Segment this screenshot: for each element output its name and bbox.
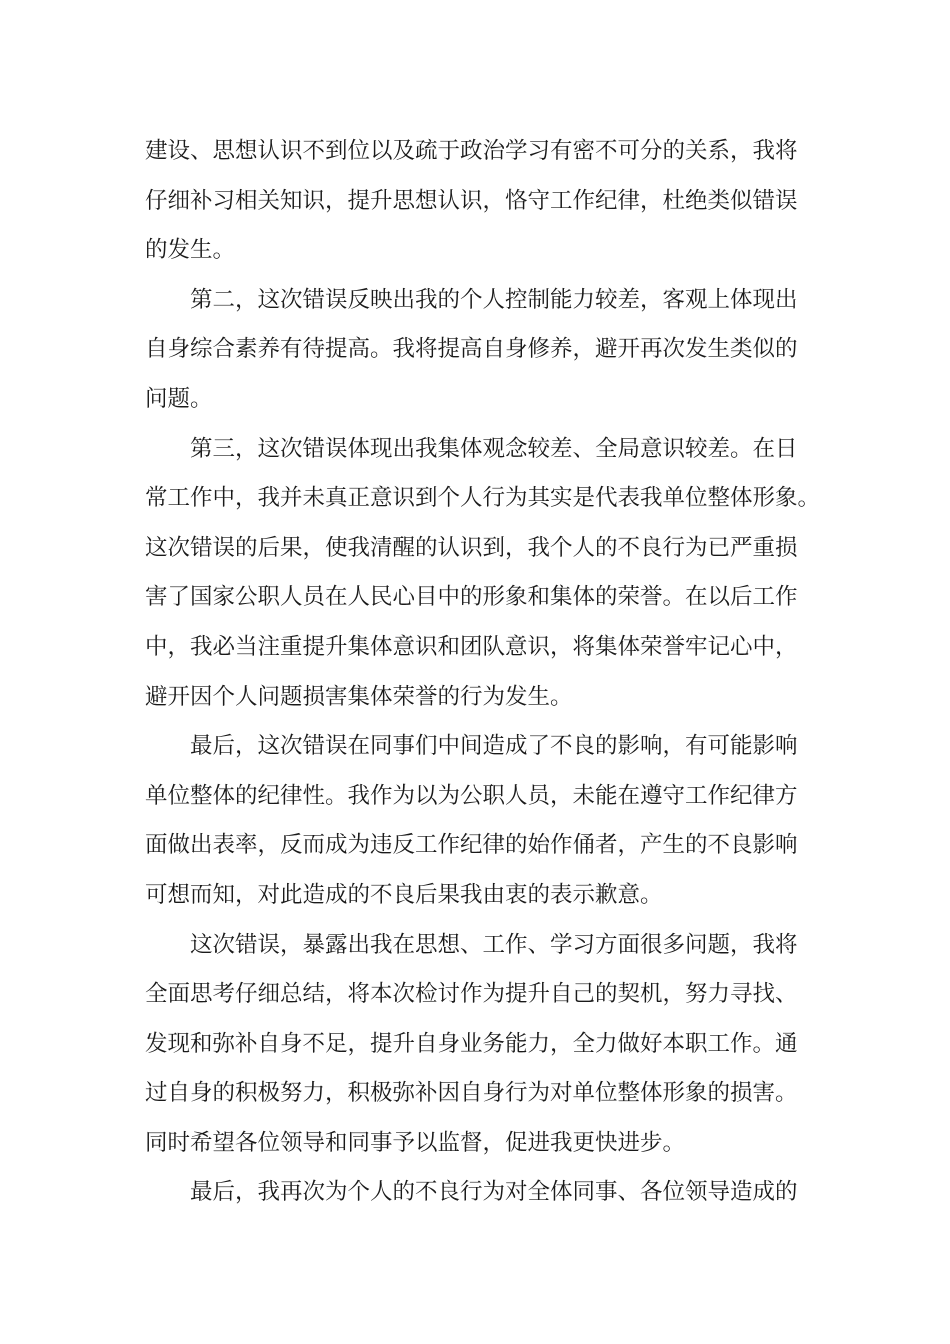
text-line: 面做出表率，反而成为违反工作纪律的始作俑者，产生的不良影响	[145, 832, 798, 859]
text-line: 问题。	[145, 385, 213, 412]
paragraph-start-line: 这次错误，暴露出我在思想、工作、学习方面很多问题，我将	[190, 931, 798, 958]
text-line: 单位整体的纪律性。我作为以为公职人员，未能在遵守工作纪律方	[145, 782, 798, 809]
text-line: 这次错误的后果，使我清醒的认识到，我个人的不良行为已严重损	[145, 534, 798, 561]
paragraph-start-line: 最后，这次错误在同事们中间造成了不良的影响，有可能影响	[190, 733, 798, 760]
paragraph-start-line: 第三，这次错误体现出我集体观念较差、全局意识较差。在日	[190, 435, 798, 462]
paragraph-start-line: 第二，这次错误反映出我的个人控制能力较差，客观上体现出	[190, 286, 798, 313]
text-line: 同时希望各位领导和同事予以监督，促进我更快进步。	[145, 1129, 686, 1156]
text-line: 害了国家公职人员在人民心目中的形象和集体的荣誉。在以后工作	[145, 584, 798, 611]
text-line: 过自身的积极努力，积极弥补因自身行为对单位整体形象的损害。	[145, 1080, 798, 1107]
text-line: 自身综合素养有待提高。我将提高自身修养，避开再次发生类似的	[145, 336, 798, 363]
text-line: 常工作中，我并未真正意识到个人行为其实是代表我单位整体形象。	[145, 485, 821, 512]
paragraph-start-line: 最后，我再次为个人的不良行为对全体同事、各位领导造成的	[190, 1179, 798, 1206]
text-line: 的发生。	[145, 237, 236, 264]
text-line: 建设、思想认识不到位以及疏于政治学习有密不可分的关系，我将	[145, 138, 798, 164]
text-line: 可想而知，对此造成的不良后果我由衷的表示歉意。	[145, 881, 663, 908]
text-line: 发现和弥补自身不足，提升自身业务能力，全力做好本职工作。通	[145, 1030, 798, 1057]
text-line: 中，我必当注重提升集体意识和团队意识，将集体荣誉牢记心中，	[145, 633, 798, 660]
document-body	[145, 127, 825, 1218]
text-line: 仔细补习相关知识，提升思想认识，恪守工作纪律，杜绝类似错误	[145, 187, 798, 214]
text-line: 全面思考仔细总结，将本次检讨作为提升自己的契机，努力寻找、	[145, 981, 798, 1008]
text-line: 避开因个人问题损害集体荣誉的行为发生。	[145, 683, 573, 710]
